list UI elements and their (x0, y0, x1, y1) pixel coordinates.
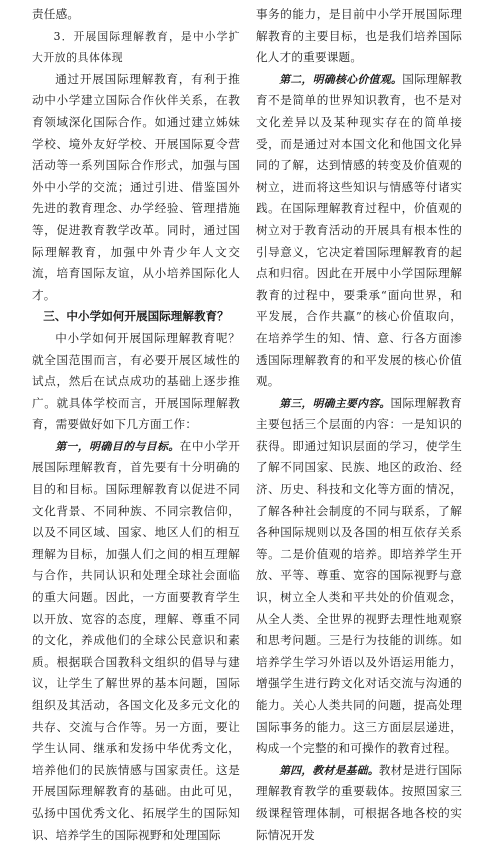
point-lead: 第二，明确核心价值观。 (279, 72, 403, 86)
point-lead: 第四，教材是基础。 (279, 763, 379, 777)
paragraph-text: 在中小学开展国际理解教育，首先要有十分明确的目的和目标。国际理解教育以促进不同文化背景、不同种族、不同宗教信仰，以及不同区域、国家、地区人们的相互理解为目标，加强人们之间的相互理解与合作，共同认识和处理全球社会面临的重大问题。因此，一方面要教育学生以开放、宽容的态度，理解、尊重不同的文化，养成他们的全球公民意识和素质。根据联合国教科文组织的倡导与建议，让学生了解世界的基本问题，国际组织及其活动，各国文化及多元文化的共存、交流与合作等。另一方面，要让学生认同、继承和发扬中华优秀文化，培养他们的民族情感与国家责任。这是开展国际理解教育的基础。由此可见，弘扬中国优秀文化、拓展学生的国际知识、培养学生的国际视野和处理国际 (32, 438, 240, 842)
paragraph-text: 国际理解教育不是简单的世界知识教育，也不是对文化差异以及某种现实存在的简单接受，而是通过对本国文化和他国文化异同的了解，达到情感的转变及价值观的树立，进而将这些知识与情感等付诸实践。在国际理解教育过程中，价值观的树立对于教育活动的开展具有根本性的引导意义，它决定着国际理解教育的起点和归宿。因此在开展中小学国际理解教育的过程中，要秉承“面向世界，和平发展，合作共赢”的核心价值取向，在培养学生的知、情、意、行各方面渗透国际理解教育的和平发展的核心价值观。 (256, 71, 462, 389)
paragraph (32, 436, 240, 846)
paragraph: 中小学如何开展国际理解教育呢？就全国范围而言，有必要开展区域性的试点，然后在试点成功的基础上逐步推广。就具体学校而言，开展国际理解教育，需要做好如下几方面工作： (32, 330, 240, 432)
paragraph: 通过开展国际理解教育，有利于推动中小学建立国际合作伙伴关系，在教育领域深化国际合作。如通过建立姊妹学校、境外友好学校、开展国际夏令营活动等一系列国际合作形式，加强与国外中小学的交流；通过引进、借鉴国外先进的教育理念、办学经验、管理措施等，促进教育教学改革。同时，通过国际理解教育，加强中外青少年人文交流，培育国际友谊，从小培养国际化人才。 (32, 71, 240, 302)
paragraph (256, 393, 462, 760)
paragraph-text: 教材是进行国际理解教育教学的重要载体。按照国家三级课程管理体制，可根据各地各校的实际情况开发 (256, 762, 462, 842)
paragraph: 责任感。 (32, 7, 80, 21)
paragraph: 事务的能力，是目前中小学开展国际理解教育的主要目标，也是我们培养国际化人才的重要课题。 (256, 7, 462, 65)
point-lead: 第一，明确目的与目标。 (55, 439, 180, 453)
section-heading: 三、中小学如何开展国际理解教育？ (43, 309, 229, 324)
paragraph (256, 69, 462, 393)
left-column (32, 4, 240, 846)
section-subtitle: 3．开展国际理解教育，是中小学扩大开放的具体体现 (32, 29, 240, 65)
right-column (256, 4, 462, 846)
point-lead: 第三，明确主要内容。 (279, 396, 391, 410)
paragraph-text: 国际理解教育主要包括三个层面的内容：一是知识的获得。即通过知识层面的学习，使学生了解不同国家、民族、地区的政治、经济、历史、科技和文化等方面的情况，了解各种社会制度的不同与联系，了解各种国际规则以及各国的相互依存关系等。二是价值观的培养。即培养学生开放、平等、尊重、宽容的国际视野与意识，树立全人类和平共处的价值观念，从全人类、全世界的视野去理性地观察和思考问题。三是行为技能的训练。如培养学生学习外语以及外语运用能力，增强学生进行跨文化对话交流与沟通的能力。关心人类共同的问题，提高处理国际事务的能力。这三方面层层递进，构成一个完整的和可操作的教育过程。 (256, 395, 463, 756)
paragraph (256, 760, 462, 846)
